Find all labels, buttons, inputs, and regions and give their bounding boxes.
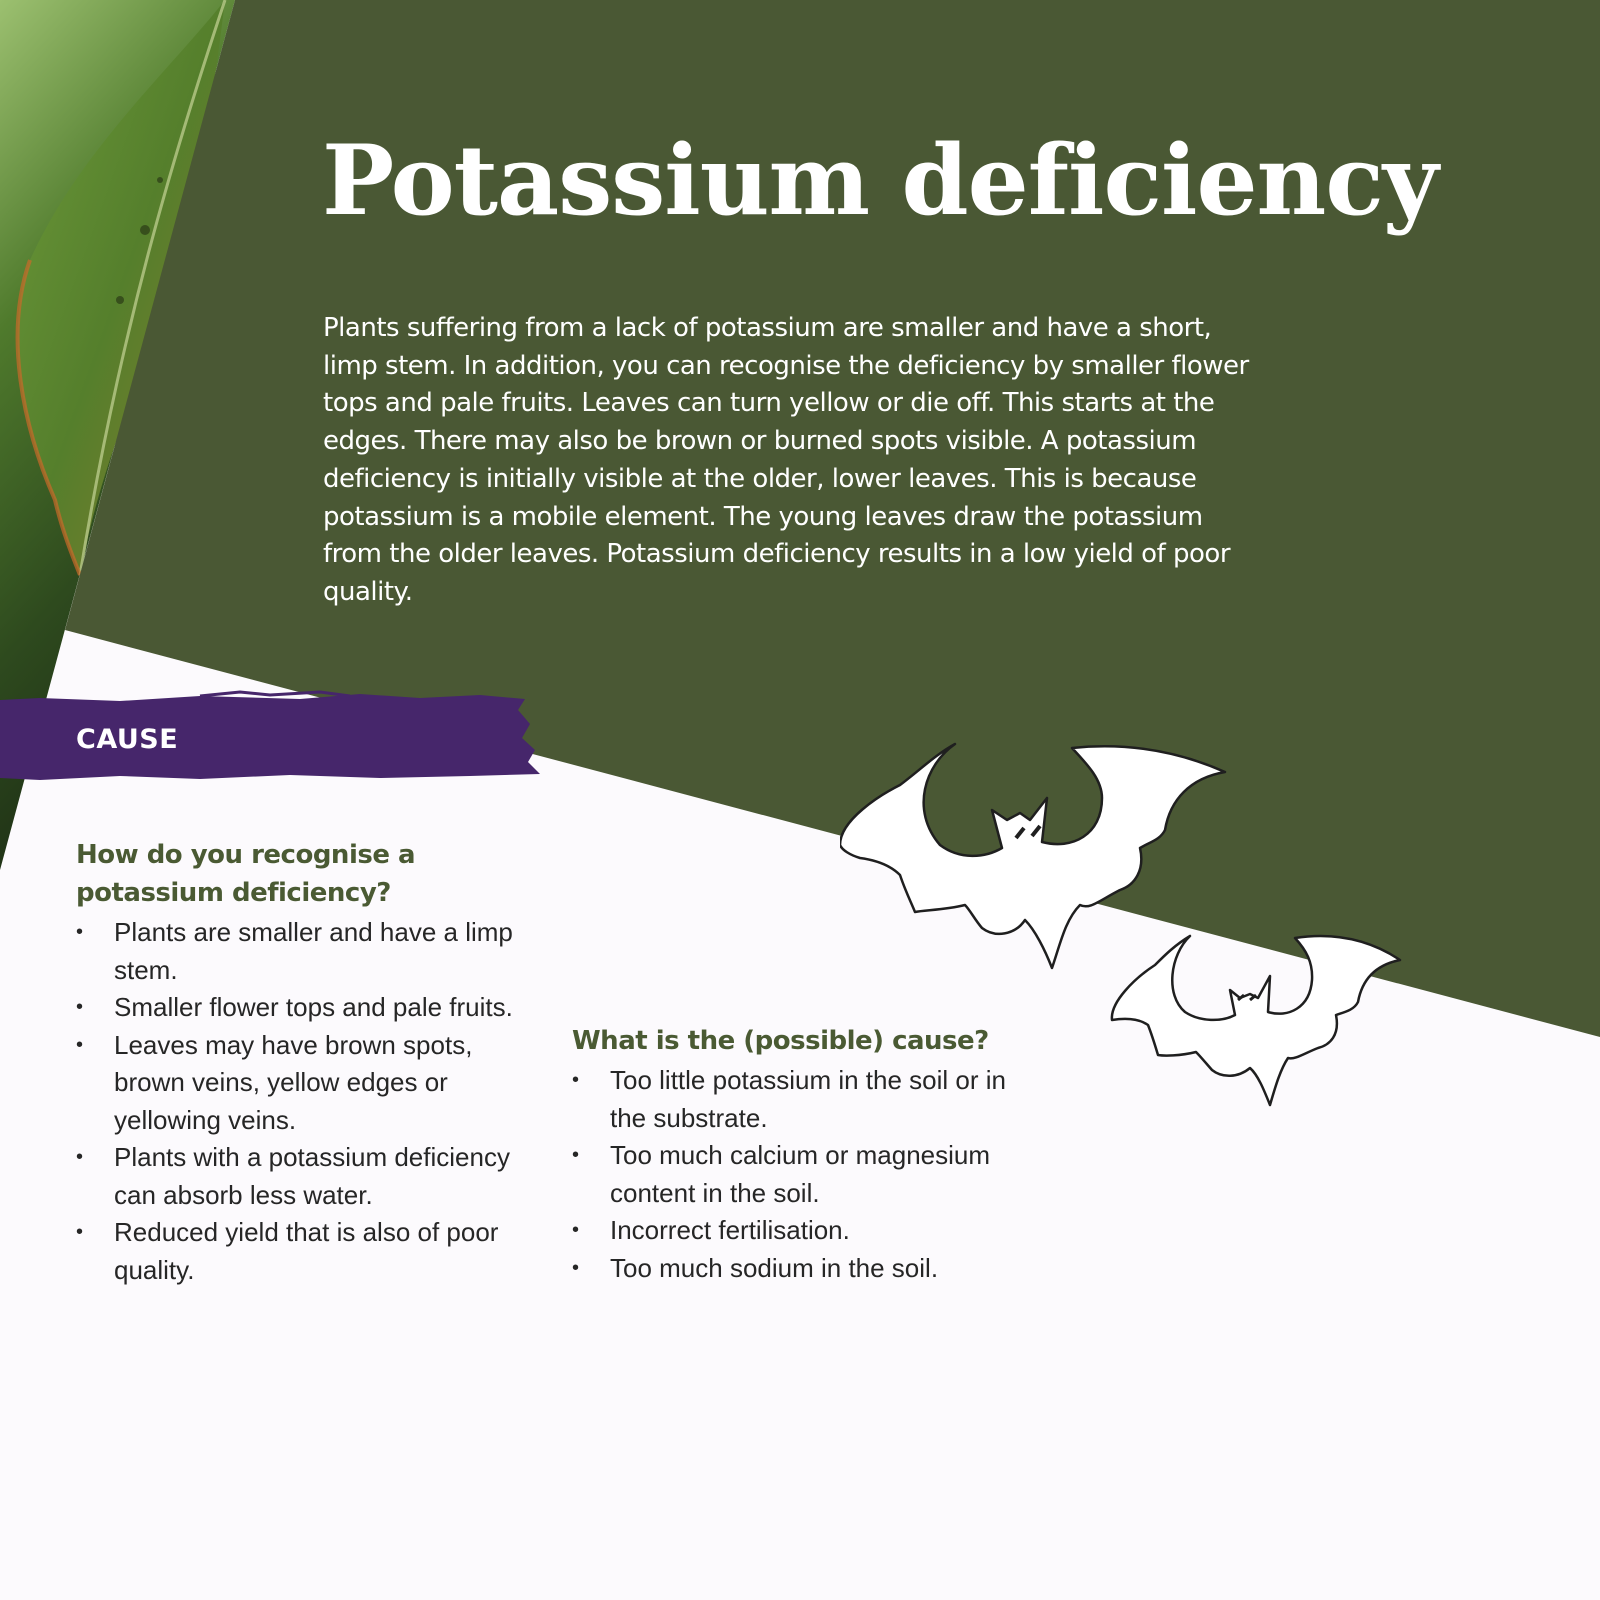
list-item: • Too much calcium or magnesium content in the soil. (572, 1137, 1042, 1212)
cause-heading: What is the (possible) cause? (572, 1026, 989, 1056)
list-item: • Plants with a potassium deficiency can absorb less water. (76, 1139, 546, 1214)
intro-paragraph: Plants suffering from a lack of potassium are smaller and have a short, limp stem. In addition, you can recognise the deficiency by smaller flower tops and pale fruits. Leaves can turn yellow or die off. This starts at the edges. There may also be brown or burned spots visible. A potassium deficiency is initially visible at the older, lower leaves. This is because potassium is a mobile element. The young leaves draw the potassium from the older leaves. Potassium deficiency results in a low yield of poor quality. (323, 313, 1249, 607)
list-item: • Leaves may have brown spots, brown veins, yellow edges or yellowing veins. (76, 1027, 546, 1140)
bat-illustrations (840, 740, 1440, 1140)
list-item: • Plants are smaller and have a limp stem. (76, 914, 546, 989)
list-item: • Smaller flower tops and pale fruits. (76, 989, 546, 1027)
page-title: Potassium deficiency (322, 124, 1438, 237)
list-item: • Reduced yield that is also of poor quality. (76, 1214, 546, 1289)
cause-label: CAUSE (76, 724, 179, 755)
bat-large-icon (840, 744, 1225, 968)
recognise-list (76, 914, 546, 1289)
list-item: • Too little potassium in the soil or in the substrate. (572, 1062, 1042, 1137)
list-item: • Too much sodium in the soil. (572, 1250, 1042, 1288)
recognise-heading: How do you recognise a potassium deficiency? (76, 840, 416, 908)
bat-small-icon (1112, 936, 1400, 1105)
list-item: • Incorrect fertilisation. (572, 1212, 1042, 1250)
